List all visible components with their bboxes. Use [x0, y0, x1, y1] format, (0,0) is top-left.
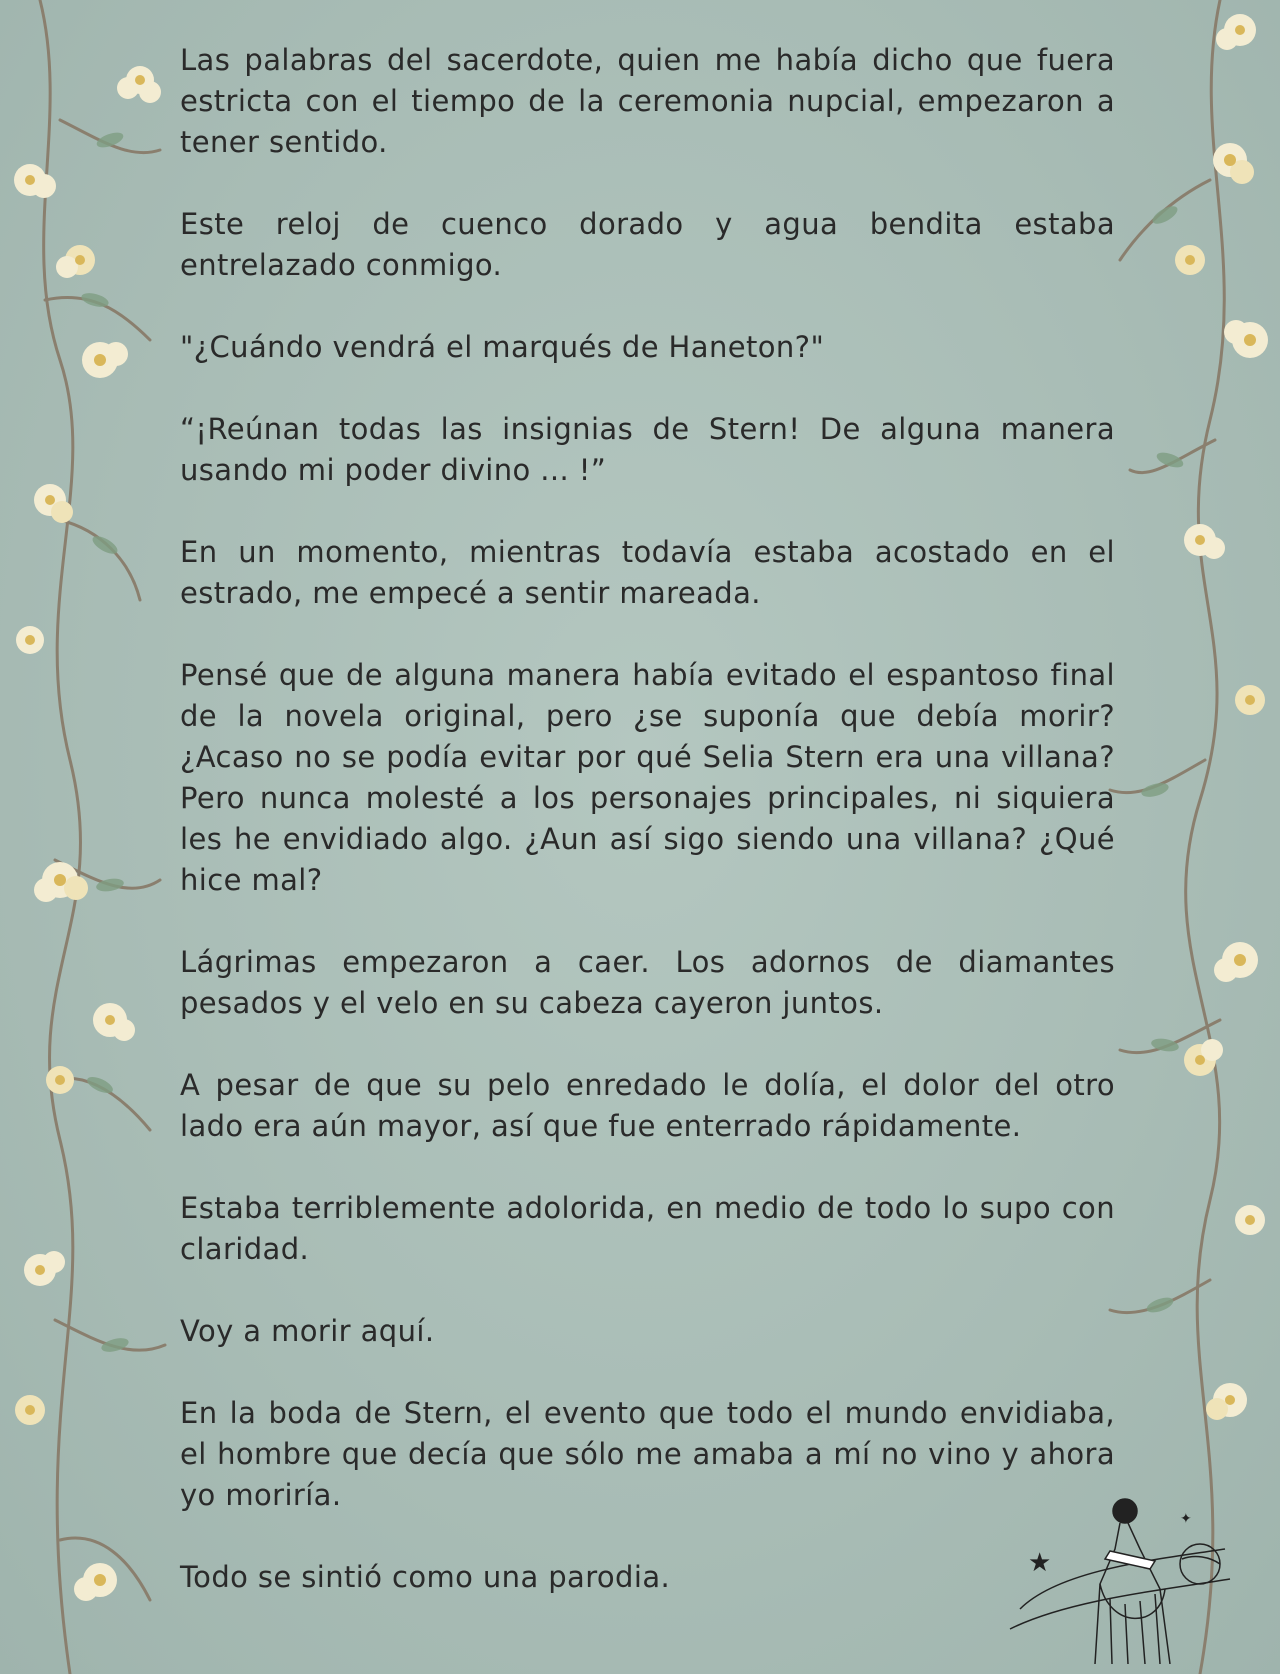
paragraph: En un momento, mientras todavía estaba acostado en el estrado, me empecé a sentir mareada. — [180, 535, 1115, 610]
story-text — [180, 40, 1115, 1598]
paragraph: Pensé que de alguna manera había evitado el espantoso final de la novela original, pero ¿se suponía que debía morir? ¿Acaso no se podía evitar por qué Selia Stern era una villana? Pero nunca molesté a los personajes principales, ni siquiera les he envidiado algo. ¿Aun así sigo siendo una villana? ¿Qué hice mal? — [180, 658, 1115, 897]
svg-text:★: ★ — [1028, 1548, 1052, 1578]
paragraph: En la boda de Stern, el evento que todo el mundo envidiaba, el hombre que decía que sólo me amaba a mí no vino y ahora yo moriría. — [180, 1396, 1115, 1512]
paragraph: Estaba terriblemente adolorida, en medio de todo lo supo con claridad. — [180, 1191, 1115, 1266]
paragraph: “¡Reúnan todas las insignias de Stern! De alguna manera usando mi poder divino ... !” — [180, 412, 1115, 487]
paragraph: "¿Cuándo vendrá el marqués de Haneton?" — [180, 330, 825, 364]
reading-woman-illustration-icon — [1000, 1489, 1240, 1664]
paragraph: Todo se sintió como una parodia. — [180, 1560, 671, 1594]
paragraph: A pesar de que su pelo enredado le dolía, el dolor del otro lado era aún mayor, así que fue enterrado rápidamente. — [180, 1068, 1115, 1143]
svg-text:✦: ✦ — [1180, 1511, 1192, 1527]
paragraph: Las palabras del sacerdote, quien me había dicho que fuera estricta con el tiempo de la ceremonia nupcial, empezaron a tener sentido. — [180, 43, 1115, 159]
left-floral-border — [0, 0, 200, 1674]
paragraph: Lágrimas empezaron a caer. Los adornos de diamantes pesados y el velo en su cabeza cayeron juntos. — [180, 945, 1115, 1020]
paragraph: Este reloj de cuenco dorado y agua bendita estaba entrelazado conmigo. — [180, 207, 1115, 282]
paragraph: Voy a morir aquí. — [180, 1314, 435, 1348]
